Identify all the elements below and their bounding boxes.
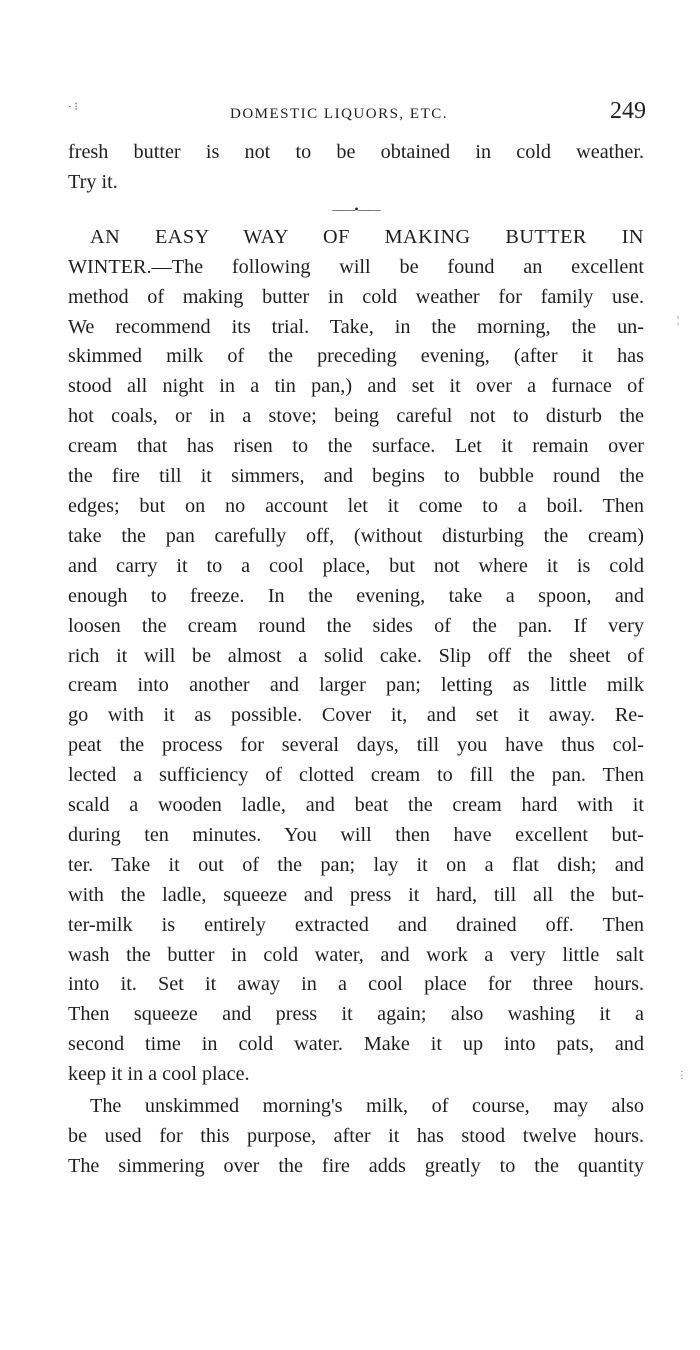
text-line: The unskimmed morning's milk, of course, may also bbox=[90, 1095, 644, 1118]
text-line: Then squeeze and press it again; also washing it a bbox=[68, 1003, 644, 1026]
text-line: rich it will be almost a solid cake. Slip off the sheet of bbox=[68, 644, 644, 667]
page-header bbox=[68, 98, 644, 138]
text-line: Try it. bbox=[68, 170, 118, 193]
text-line: method of making butter in cold weather for family use. bbox=[68, 285, 644, 308]
page-body bbox=[68, 98, 644, 1182]
text-line: fresh butter is not to be obtained in cold weather. bbox=[68, 141, 644, 163]
continuation-paragraph bbox=[68, 138, 644, 198]
text-line: loosen the cream round the sides of the pan. If very bbox=[68, 614, 644, 637]
text-line: into it. Set it away in a cool place for three hours. bbox=[68, 973, 644, 996]
running-head: DOMESTIC LIQUORS, ETC. bbox=[230, 106, 449, 122]
text-line: enough to freeze. In the evening, take a spoon, and bbox=[68, 584, 644, 607]
text-line: WINTER.—The following will be found an excellent bbox=[68, 255, 644, 278]
section-ornament: ——•—— bbox=[332, 201, 380, 216]
text-line: skimmed milk of the preceding evening, (after it has bbox=[68, 345, 644, 368]
closing-paragraph bbox=[68, 1092, 644, 1182]
scan-artifact: ⋮ bbox=[677, 1070, 687, 1081]
article-paragraph bbox=[68, 223, 644, 1090]
text-line: be used for this purpose, after it has stood twelve hours. bbox=[68, 1125, 644, 1147]
margin-mark: · ⁝ bbox=[68, 101, 78, 113]
text-line: take the pan carefully off, (without disturbing the cream) bbox=[68, 524, 644, 547]
text-line: hot coals, or in a stove; being careful not to disturb the bbox=[68, 405, 644, 428]
text-line: keep it in a cool place. bbox=[68, 1063, 250, 1086]
text-line: the fire till it simmers, and begins to bubble round the bbox=[68, 465, 644, 488]
text-line: with the ladle, squeeze and press it hard, till all the but- bbox=[68, 883, 644, 906]
text-line: We recommend its trial. Take, in the morning, the un- bbox=[68, 315, 644, 338]
text-line: The simmering over the fire adds greatly to the quantity bbox=[68, 1154, 644, 1177]
text-line: second time in cold water. Make it up into pats, and bbox=[68, 1033, 644, 1056]
scan-artifact: ¦ bbox=[677, 315, 680, 326]
text-line: go with it as possible. Cover it, and set it away. Re- bbox=[68, 704, 644, 727]
page-number: 249 bbox=[610, 98, 646, 124]
text-line: lected a sufficiency of clotted cream to fill the pan. Then bbox=[68, 764, 644, 787]
text-line: ter-milk is entirely extracted and drained off. Then bbox=[68, 913, 644, 936]
text-line: scald a wooden ladle, and beat the cream hard with it bbox=[68, 794, 644, 817]
text-line: cream into another and larger pan; letting as little milk bbox=[68, 674, 644, 697]
article-title-line: AN EASY WAY OF MAKING BUTTER IN bbox=[90, 225, 644, 248]
text-line: ter. Take it out of the pan; lay it on a flat dish; and bbox=[68, 853, 644, 876]
text-line: edges; but on no account let it come to a boil. Then bbox=[68, 494, 644, 517]
text-line: peat the process for several days, till you have thus col- bbox=[68, 734, 644, 757]
text-line: stood all night in a tin pan,) and set it over a furnace of bbox=[68, 375, 644, 398]
text-line: cream that has risen to the surface. Let it remain over bbox=[68, 435, 644, 458]
text-line: wash the butter in cold water, and work a very little salt bbox=[68, 943, 644, 966]
text-line: and carry it to a cool place, but not where it is cold bbox=[68, 554, 644, 577]
text-line: during ten minutes. You will then have excellent but- bbox=[68, 823, 644, 846]
